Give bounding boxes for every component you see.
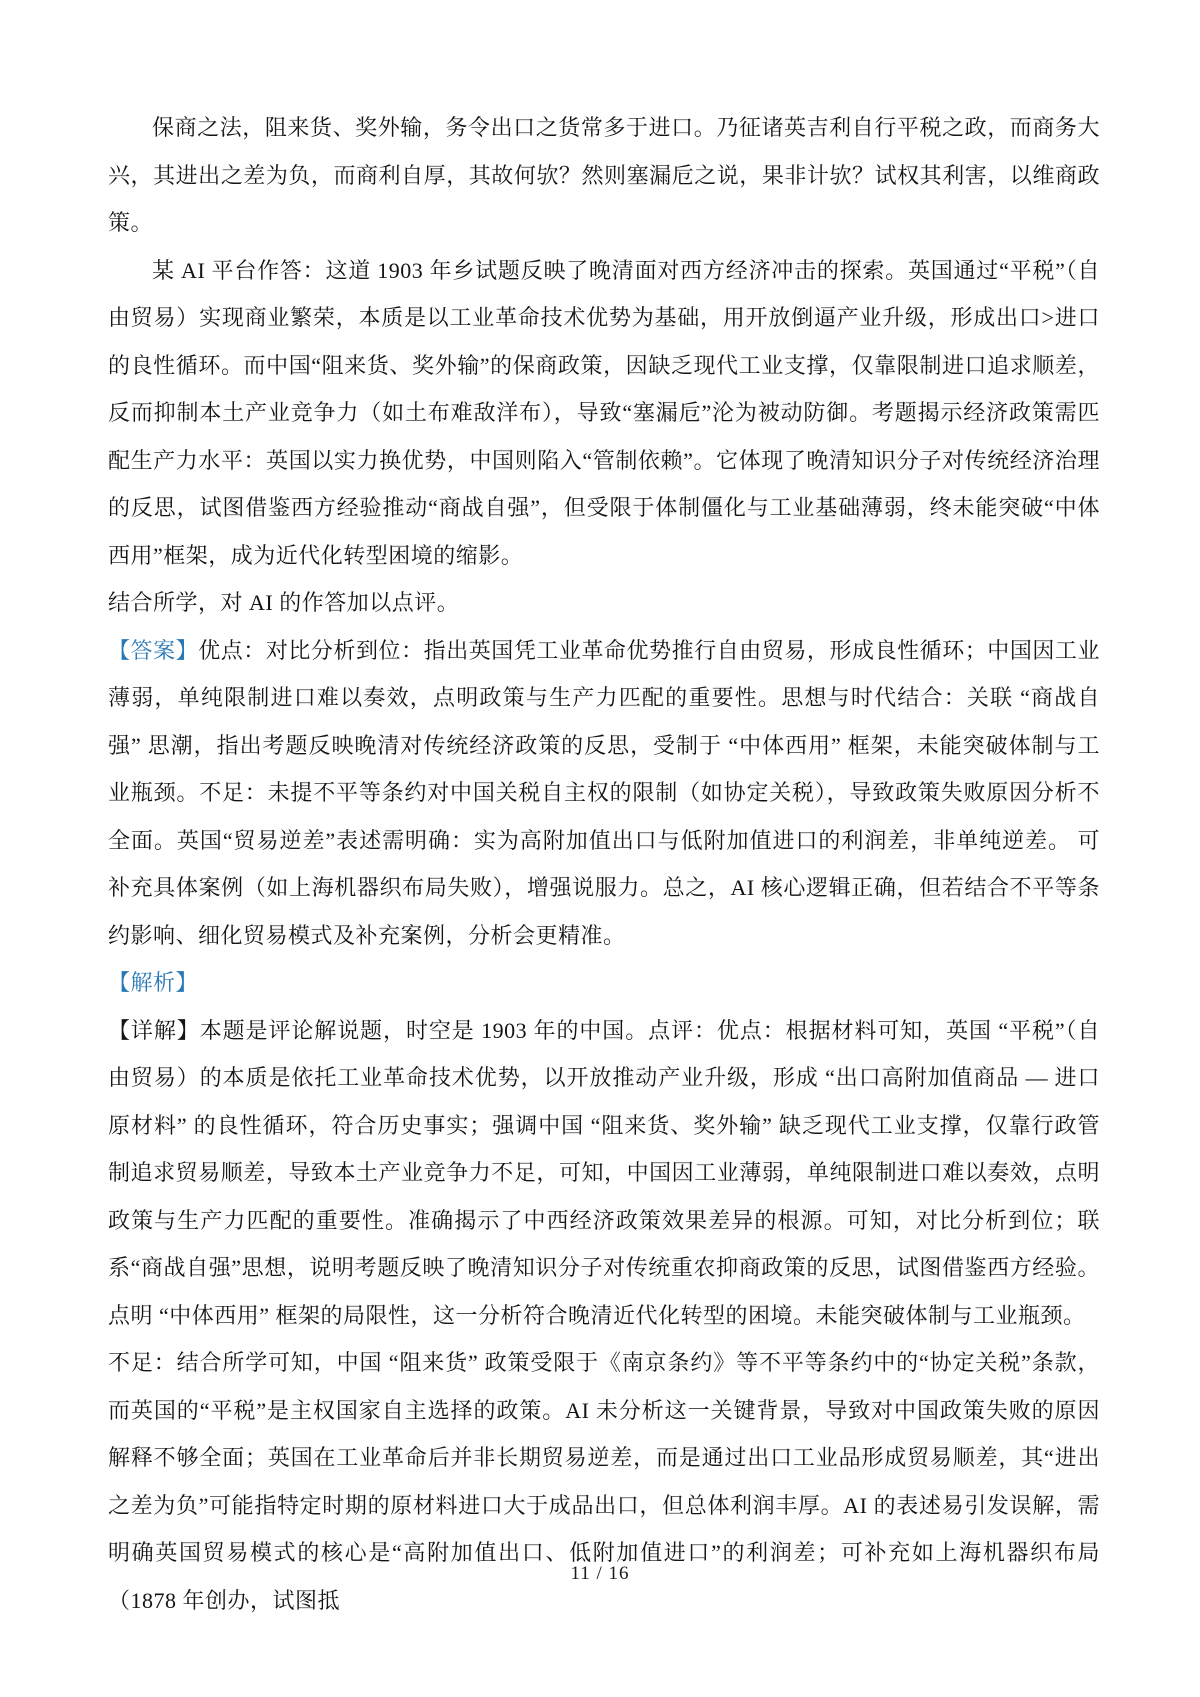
material-paragraph-ai-answer: 某 AI 平台作答：这道 1903 年乡试题反映了晚清面对西方经济冲击的探索。英国通过“平税”（自由贸易）实现商业繁荣，本质是以工业革命技术优势为基础，用开放倒逼产业升级，形成出口>进口的良性循环。而中国“阻来货、奖外输”的保商政策，因缺乏现代工业支撑，仅靠限制进口追求顺差，反而抑制本土产业竞争力（如土布难敌洋布），导致“塞漏卮”沦为被动防御。考题揭示经济政策需匹配生产力水平：英国以实力换优势，中国则陷入“管制依赖”。它体现了晚清知识分子对传统经济治理的反思，试图借鉴西方经验推动“商战自强”，但受限于体制僵化与工业基础薄弱，终未能突破“中体西用”框架，成为近代化转型困境的缩影。 [108, 257, 1100, 568]
question-task-line: 结合所学，对 AI 的作答加以点评。 [108, 590, 460, 615]
page-number: 11 / 16 [570, 1563, 630, 1584]
detail-shortfall-paragraph: 不足：结合所学可知，中国 “阻来货” 政策受限于《南京条约》等不平等条约中的“协定关税”条款，而英国的“平税”是主权国家自主选择的政策。AI 未分析这一关键背景，导致对中国政策失败的原因解释不够全面；英国在工业革命后并非长期贸易逆差，而是通过出口工业品形成贸易顺差，其“进出之差为负”可能指特定时期的原材料进口大于成品出口，但总体利润丰厚。AI 的表述易引发误解，需明确英国贸易模式的核心是“高附加值出口、低附加值进口”的利润差；可补充如上海机器织布局（1878 年创办，试图抵 [108, 1350, 1100, 1613]
detail-label: 【详解】 [108, 1017, 200, 1043]
detail-paragraph [108, 1007, 1100, 1340]
answer-text: 优点：对比分析到位：指出英国凭工业革命优势推行自由贸易，形成良性循环；中国因工业薄弱，单纯限制进口难以奏效，点明政策与生产力匹配的重要性。思想与时代结合：关联 “商战自强” 思潮，指出考题反映晚清对传统经济政策的反思，受制于 “中体西用” 框架，未能突破体制与工业瓶颈。不足：未提不平等条约对中国关税自主权的限制（如协定关税），导致政策失败原因分析不全面。英国“贸易逆差”表述需明确：实为高附加值出口与低附加值进口的利润差，非单纯逆差。 可补充具体案例（如上海机器织布局失败），增强说服力。总之，AI 核心逻辑正确，但若结合不平等条约影响、细化贸易模式及补充案例，分析会更精准。 [108, 637, 1100, 948]
detail-text: 本题是评论解说题，时空是 1903 年的中国。点评：优点：根据材料可知，英国 “平税”（自由贸易）的本质是依托工业革命技术优势，以开放推动产业升级，形成 “出口高附加值商品 — 进口原材料” 的良性循环，符合历史事实；强调中国 “阻来货、奖外输” 缺乏现代工业支撑，仅靠行政管制追求贸易顺差，导致本土产业竞争力不足，可知，中国因工业薄弱，单纯限制进口难以奏效，点明政策与生产力匹配的重要性。准确揭示了中西经济政策效果差异的根源。可知，对比分析到位；联系“商战自强”思想，说明考题反映了晚清知识分子对传统重农抑商政策的反思，试图借鉴西方经验。点明 “中体西用” 框架的局限性，这一分析符合晚清近代化转型的困境。未能突破体制与工业瓶颈。 [108, 1017, 1100, 1328]
answer-label: 【答案】 [108, 637, 199, 663]
material-paragraph-classical: 保商之法，阻来货、奖外输，务令出口之货常多于进口。乃征诸英吉利自行平税之政，而商务大兴，其进出之差为负，而商利自厚，其故何欤？然则塞漏卮之说，果非计欤？试权其利害，以维商政策。 [108, 115, 1100, 235]
analysis-label: 【解析】 [108, 970, 199, 995]
document-body [108, 104, 1100, 1624]
answer-paragraph [108, 627, 1100, 960]
analysis-heading [108, 959, 1100, 1007]
